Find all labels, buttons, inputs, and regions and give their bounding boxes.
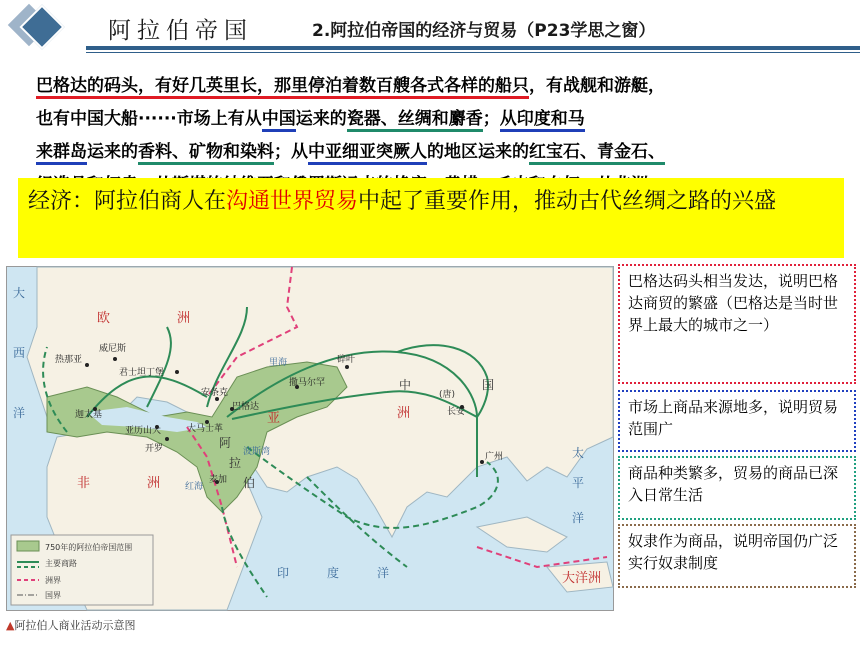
city-dot bbox=[480, 460, 484, 464]
city-label: 麦加 bbox=[209, 475, 228, 485]
legend-label-empire: 750年的阿拉伯帝国范围 bbox=[45, 543, 133, 552]
map-label-indian: 印 bbox=[277, 566, 290, 580]
passage-text: ； bbox=[482, 109, 500, 129]
map-label-africa: 洲 bbox=[147, 476, 161, 491]
map-label-indian: 洋 bbox=[377, 566, 390, 580]
header-rule bbox=[86, 46, 860, 50]
note-goods-sources: 市场上商品来源地多，说明贸易范围广 bbox=[618, 390, 856, 452]
passage-underline-green: 瓷器、丝绸和麝香 bbox=[347, 109, 483, 132]
map-label-europe: 洲 bbox=[177, 311, 191, 326]
map-label-redsea: 红海 bbox=[185, 482, 204, 492]
economy-text: 经济：阿拉伯商人在 bbox=[28, 189, 227, 214]
section-subtitle: 2.阿拉伯帝国的经济与贸易（P23学思之窗） bbox=[312, 21, 656, 41]
map-label-oceania: 大洋洲 bbox=[562, 571, 602, 586]
note-baghdad-port: 巴格达码头相当发达，说明巴格达商贸的繁盛（巴格达是当时世界上最大的城市之一） bbox=[618, 264, 856, 384]
city-label: 亚历山大 bbox=[125, 426, 162, 436]
economy-highlight: 沟通世界贸易 bbox=[226, 189, 359, 214]
city-label: 巴格达 bbox=[232, 402, 260, 412]
city-label: 碎叶 bbox=[337, 355, 356, 365]
header-rule-thin bbox=[86, 52, 860, 53]
passage-text: 也有中国大船······市场上有从 bbox=[36, 109, 262, 129]
map-label-pacific: 太 bbox=[572, 446, 585, 460]
city-label: 开罗 bbox=[145, 444, 164, 454]
map-label-pacific: 平 bbox=[572, 476, 585, 490]
passage-line-3 bbox=[36, 136, 846, 169]
passage-line-2 bbox=[36, 103, 846, 136]
map-label-atlantic: 大 bbox=[13, 286, 26, 300]
map-label-arabia: 阿 bbox=[219, 436, 232, 450]
city-label: 热那亚 bbox=[55, 355, 83, 365]
map-label-africa: 非 bbox=[77, 476, 91, 491]
map-label-pacific: 洋 bbox=[572, 511, 585, 525]
map-label-china: 国 bbox=[482, 378, 495, 392]
city-label: 撒马尔罕 bbox=[289, 378, 326, 388]
passage-line-1 bbox=[36, 70, 846, 103]
city-label: 威尼斯 bbox=[99, 344, 127, 354]
passage-underline-blue: 从印度和马 bbox=[500, 109, 585, 132]
city-label: 广州 bbox=[485, 452, 504, 462]
triangle-icon: ▲ bbox=[6, 619, 15, 632]
source-passage bbox=[36, 70, 846, 178]
city-label: 迦太基 bbox=[75, 410, 103, 420]
map-label-indian: 度 bbox=[327, 566, 340, 580]
legend-label-border: 国界 bbox=[45, 591, 61, 600]
city-dot bbox=[113, 357, 117, 361]
map-label-europe: 欧 bbox=[97, 311, 111, 326]
legend-label-route: 主要商路 bbox=[45, 559, 77, 568]
city-label: 长安 bbox=[447, 407, 466, 417]
passage-text: ；从 bbox=[274, 142, 308, 162]
passage-text: 的地区运来的 bbox=[427, 142, 529, 162]
city-dot bbox=[85, 363, 89, 367]
header-bar bbox=[0, 0, 860, 62]
passage-text: ，有战舰和游艇， bbox=[529, 76, 665, 96]
economy-text: 中起了重要作用，推动古代丝绸之路的兴盛 bbox=[358, 189, 777, 214]
map-label-asia: 洲 bbox=[397, 406, 411, 421]
map-label-asia: 亚 bbox=[267, 411, 281, 426]
note-goods-variety: 商品种类繁多，贸易的商品已深入日常生活 bbox=[618, 456, 856, 520]
legend-swatch-empire bbox=[17, 541, 39, 551]
page-title: 阿拉伯帝国 bbox=[108, 18, 253, 44]
economy-summary-box bbox=[18, 178, 844, 258]
city-dot bbox=[165, 437, 169, 441]
passage-underline-blue: 来群岛 bbox=[36, 142, 87, 165]
map-label-atlantic: 西 bbox=[13, 346, 26, 360]
passage-underline-blue: 中亚细亚突厥人 bbox=[308, 142, 427, 165]
city-dot bbox=[345, 365, 349, 369]
map-caption bbox=[6, 617, 135, 633]
passage-underline-blue: 中国 bbox=[262, 109, 296, 132]
passage-text: 运来的 bbox=[295, 109, 347, 129]
note-slavery: 奴隶作为商品，说明帝国仍广泛实行奴隶制度 bbox=[618, 524, 856, 588]
map-label-arabia: 拉 bbox=[229, 456, 242, 470]
map-label-caspian: 里海 bbox=[269, 358, 288, 368]
passage-text: 运来的 bbox=[87, 142, 138, 162]
passage-underline-green: 红宝石、青金石、 bbox=[529, 142, 665, 165]
map-label-persian-gulf: 波斯湾 bbox=[243, 447, 271, 457]
passage-underline-red: 巴格达的码头，有好几英里长，那里停泊着数百艘各式各样的船只 bbox=[36, 76, 529, 99]
map-legend bbox=[11, 535, 153, 605]
trade-map bbox=[6, 266, 614, 611]
map-label-china: 中 bbox=[399, 378, 412, 392]
city-label: 君士坦丁堡 bbox=[119, 368, 165, 378]
legend-label-continent: 洲界 bbox=[45, 576, 61, 585]
city-dot bbox=[175, 370, 179, 374]
map-label-tang: (唐) bbox=[439, 390, 456, 400]
passage-underline-green: 香料、矿物和染料 bbox=[138, 142, 274, 165]
city-label: 安条克 bbox=[201, 388, 229, 398]
city-label: 大马士革 bbox=[187, 424, 224, 434]
map-label-arabia: 伯 bbox=[243, 476, 256, 490]
map-label-atlantic: 洋 bbox=[13, 406, 26, 420]
map-caption-text: 阿拉伯人商业活动示意图 bbox=[14, 619, 136, 632]
